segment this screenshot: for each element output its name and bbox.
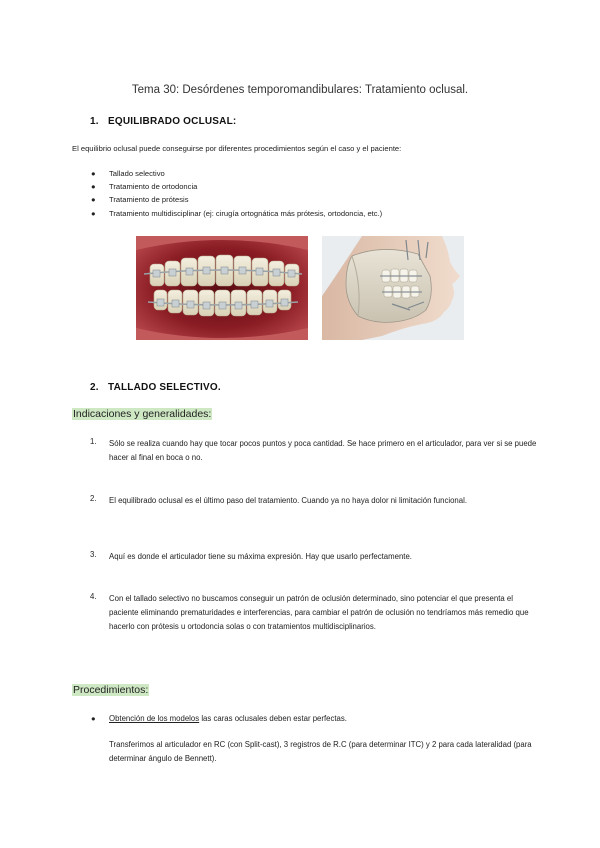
section-1-number: 1. [90,116,99,127]
section-1-intro: El equilibrio oclusal puede conseguirse por diferentes procedimientos según el caso y el paciente: [72,144,402,153]
list-item: Tratamiento multidisciplinar (ej: cirugía ortognática más prótesis, ortodoncia, etc.) [109,209,383,218]
bullet-dot: ● [91,169,96,178]
section-2-heading [90,382,221,393]
ordered-item-text: El equilibrado oclusal es el último paso del tratamiento. Cuando ya no haya dolor ni limitación funcional. [109,496,467,505]
ordered-item-number: 4. [90,592,97,601]
bullet-dot: ● [91,182,96,191]
bullet-dot: ● [91,209,96,218]
braces-photo [136,236,308,340]
document-title: Tema 30: Desórdenes temporomandibulares: Tratamiento oclusal. [131,84,469,96]
procedure-paragraph: Transferimos al articulador en RC (con Split-cast), 3 registros de R.C (para determinar ITC) y 2 para cada lateralidad (para determinar ángulo de Bennett). [109,740,532,763]
section-1-heading [90,116,236,127]
list-item: Tratamiento de prótesis [109,195,189,204]
jaw-surgery-illustration [322,236,464,340]
section-1-title: EQUILIBRADO OCLUSAL: [108,116,237,127]
ordered-item-text: Con el tallado selectivo no buscamos conseguir un patrón de oclusión determinado, sino potenciar el que presenta el paciente eliminando prematuridades e interferencias, para cambiar el patrón de oclusión no tendríamos más remedio que hacerlo con prótesis u ortodoncia solas o con tratamientos multidisciplinarios. [109,594,529,631]
list-item: Tallado selectivo [109,169,165,178]
bullet-dot: ● [91,714,96,723]
procedure-description: las caras oclusales deben estar perfectas. [199,714,347,723]
ordered-item-number: 2. [90,494,97,503]
ordered-item-text: Aquí es donde el articulador tiene su máxima expresión. Hay que usarlo perfectamente. [109,552,412,561]
ordered-item-number: 3. [90,550,97,559]
ordered-item-text: Sólo se realiza cuando hay que tocar pocos puntos y poca cantidad. Se hace primero en el articulador, para ver si se puede hacer al final en boca o no. [109,439,537,462]
subheading-indicaciones: Indicaciones y generalidades: [73,408,212,420]
subheading-procedimientos: Procedimientos: [73,684,149,696]
procedure-item [109,712,539,726]
bullet-dot: ● [91,195,96,204]
section-2-number: 2. [90,382,99,393]
list-item: Tratamiento de ortodoncia [109,182,198,191]
section-2-title: TALLADO SELECTIVO. [108,382,221,393]
ordered-item-number: 1. [90,437,97,446]
procedure-title: Obtención de los modelos [109,714,200,723]
